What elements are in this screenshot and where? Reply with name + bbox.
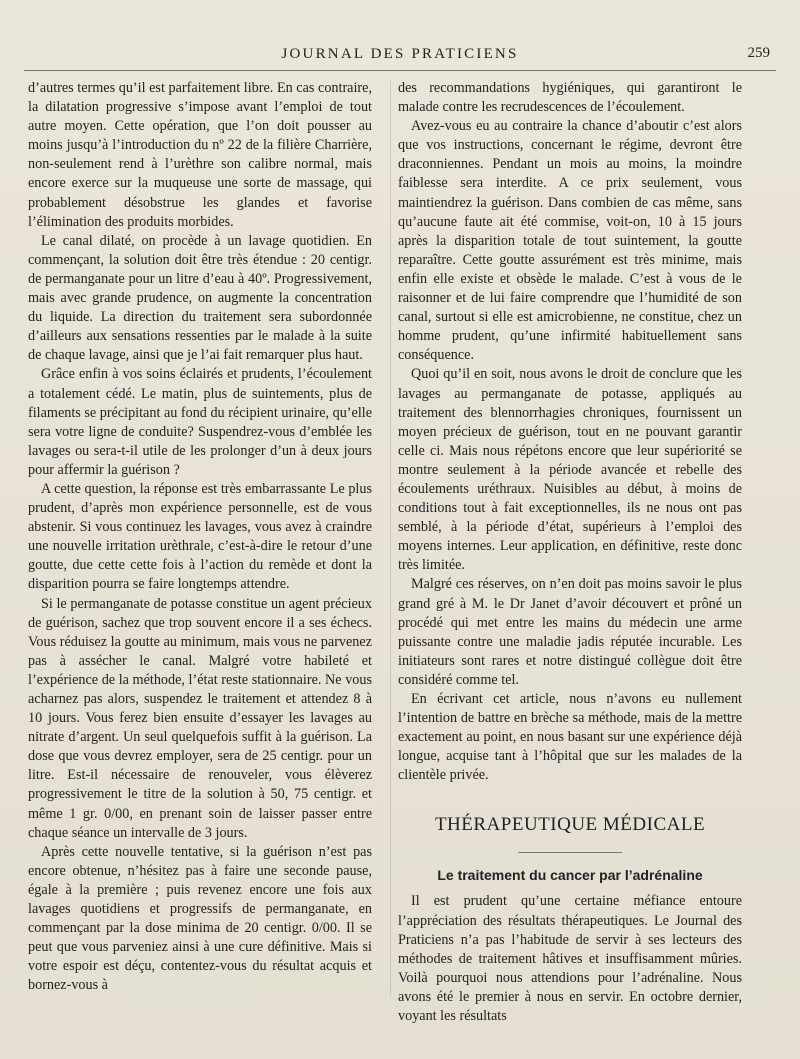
right-paragraph-2: Avez-vous eu au contraire la chance d’aboutir c’est alors que vos instructions, concernant le régime, devront être draconniennes. Pendant un mois au moins, la moindre faiblesse sera interdite. A ce prix seulement, vous maintiendrez la guérison. Dans combien de cas même, sans qu’aucune faute ait été commise, voit-on, 10 à 15 jours après la disparition totale de tout suintement, la goutte reparaître. Cette goutte assurément est très minime, mais enfin elle existe et obsède le malade. C’est à vous de le raisonner et de lui faire comprendre que l’humidité de son canal, surtout si elle est amicrobienne, ne constitue, chez un homme prudent, qu’une infirmité habituellement sans conséquence.: [398, 118, 742, 364]
left-paragraph-4: A cette question, la réponse est très embarrassante Le plus prudent, d’après mon expérience personnelle, est de vous abstenir. Si vous continuez les lavages, vous avez à craindre une nouvelle irritation urèthrale, c’est-à-dire le retour d’une goutte, due cette cette fois à l’action du remède et dont la disparition pourra se faire longtemps attendre.: [28, 480, 372, 593]
right-paragraph-3: Quoi qu’il en soit, nous avons le droit de conclure que les lavages au permanganate de potasse, appliqués au traitement des blennorrhagies chroniques, fournissent un moyen précieux de guérison, tout en ne pouvant garantir celle ci. Mais nous répétons encore que leur supériorité se montre seulement à la période avancée et rebelle des écoulements uréthraux. Nuisibles au début, à moins de conditions tout à fait exceptionnelles, ils ne nous ont pas semblé, à la période d’état, supérieurs à l’emploi des moyens internes. Leur application, en définitive, reste donc très limitée.: [398, 366, 742, 574]
article-paragraph-1: Il est prudent qu’une certaine méfiance entoure l’appréciation des résultats thérapeutiques. Le Journal des Praticiens n’a pas l’habitude de servir à ses lecteurs des méthodes de traitement hâtives et insuffisamment mûries. Voilà pourquoi nous attendions pour l’adrénaline. Nous avons été le premier à nous en servir. En octobre dernier, voyant les résultats: [398, 893, 742, 1025]
section-heading-block: [398, 813, 742, 883]
left-paragraph-5: Si le permanganate de potasse constitue un agent précieux de guérison, sachez que trop souvent encore il a ses échecs. Vous réduisez la goutte au minimum, mais vous ne parvenez pas à assécher le canal. Malgré votre habileté et l’expérience de la méthode, l’état reste stationnaire. Ne vous acharnez pas alors, suspendez le traitement et attendez 8 à 10 jours. Vous ferez bien ensuite d’essayer les lavages au nitrate d’argent. Un seul quelquefois suffit à la guérison. La dose que vous devrez employer, sera de 25 centigr. pour un litre. Est-il nécessaire de renouveler, vous élèverez progressivement le titre de la solution à 50, 75 centigr. et même 1 gr. 0/00, en prenant soin de laisser passer entre chaque séance un intervalle de 3 jours.: [28, 595, 372, 841]
running-header: [24, 44, 776, 71]
section-title: THÉRAPEUTIQUE MÉDICALE: [434, 814, 706, 836]
left-paragraph-1: d’autres termes qu’il est parfaitement libre. En cas contraire, la dilatation progressive s’impose avant l’emploi de tout autre moyen. Cette opération, que l’on doit pousser au moins jusqu’à l’introduction du nº 22 de la filière Charrière, non-seulement rend à l’urèthre son calibre normal, mais encore exerce sur la muqueuse une sorte de massage, qui probablement désobstrue les glandes et favorise l’élimination des produits morbides.: [28, 80, 372, 230]
section-rule: [518, 852, 622, 853]
article-title: Le traitement du cancer par l’adrénaline: [437, 867, 703, 884]
right-column: [398, 79, 742, 1025]
left-paragraph-3: Grâce enfin à vos soins éclairés et prudents, l’écoulement a totalement cédé. Le matin, plus de suintements, plus de filaments se précipitant au fond du récipient urinaire, qu’elle sera votre ligne de conduite? Suspendrez-vous d’emblée les lavages ou sera-t-il utile de les prolonger d’un à deux jours pour affermir la guérison ?: [28, 366, 372, 478]
right-paragraph-4: Malgré ces réserves, on n’en doit pas moins savoir le plus grand gré à M. le Dr Janet d’avoir découvert et prôné un procédé qui met entre les mains du médecin une arme puissante contre une maladie jadis réputée incurable. Les initiateurs sont rares et notre distingué collègue doit être considéré comme tel.: [398, 576, 742, 688]
two-column-body: [28, 79, 773, 1025]
left-column: [28, 79, 372, 1004]
left-paragraph-6: Après cette nouvelle tentative, si la guérison n’est pas encore obtenue, n’hésitez pas à faire une seconde pause, égale à la première ; puis revenez encore une fois aux lavages quotidiens et progressifs de permanganate, en commençant par la dose minima de 20 centigr. 0/00. Il se peut que vous parveniez ainsi à une cure définitive. Mais si votre espoir est déçu, contentez-vous du résultat acquis et bornez-vous à: [28, 843, 372, 994]
page-number: 259: [747, 45, 770, 61]
right-paragraph-1: des recommandations hygiéniques, qui garantiront le malade contre les recrudescences de l’écoulement.: [398, 80, 742, 116]
right-paragraph-5: En écrivant cet article, nous n’avons eu nullement l’intention de battre en brèche sa méthode, mais de la mettre exactement au point, en nous basant sur une expérience déjà longue, acquise tant à l’hôpital que sur les malades de la clientèle privée.: [398, 691, 742, 784]
running-title: JOURNAL DES PRATICIENS: [281, 46, 519, 62]
left-paragraph-2: Le canal dilaté, on procède à un lavage quotidien. En commençant, la solution doit être très étendue : 20 centigr. de permanganate pour un litre d’eau à 40º. Progressivement, mais avec grande prudence, on augmente la concentration du liquide. La direction du traitement sera subordonnée d’ailleurs aux sensations ressenties par le malade à la suite de chaque lavage, ainsi que je l’ai fait remarquer plus haut.: [28, 232, 372, 364]
